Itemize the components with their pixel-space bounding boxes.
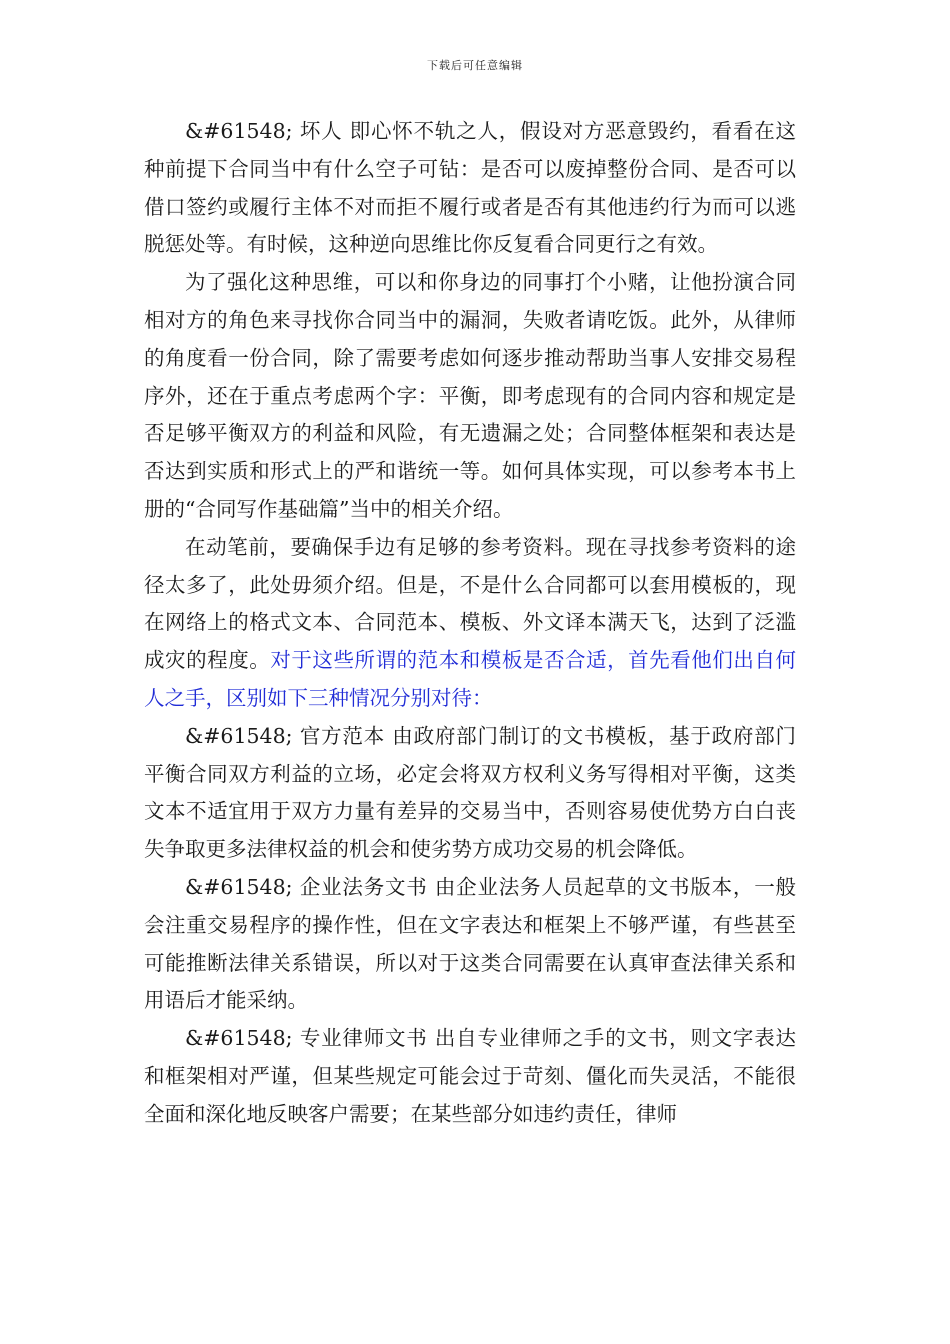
highlighted-text: 对于这些所谓的范本和模板是否合适，首先看他们出自何人之手，区别如下三种情况分别对待： — [144, 648, 797, 710]
paragraph-text: &#61548; 官方范本 由政府部门制订的文书模板，基于政府部门平衡合同双方利益的立场，必定会将双方权利义务写得相对平衡，这类文本不适宜用于双方力量有差异的交易当中，否则容易使优势方白白丧失争取更多法律权益的机会和使劣势方成功交易的机会降低。 — [144, 723, 796, 862]
paragraph-corporate-legal — [144, 869, 796, 1020]
paragraph-text: &#61548; 专业律师文书 出自专业律师之手的文书，则文字表达和框架相对严谨，但某些规定可能会过于苛刻、僵化而失灵活，不能很全面和深化地反映客户需要；在某些部分如违约责任，律师 — [144, 1026, 796, 1126]
paragraph-balance — [144, 264, 796, 529]
paragraph-text: &#61548; 坏人 即心怀不轨之人，假设对方恶意毁约，看看在这种前提下合同当中有什么空子可钻：是否可以废掉整份合同、是否可以借口签约或履行主体不对而拒不履行或者是否有其他违约行为而可以逃脱惩处等。有时候，这种逆向思维比你反复看合同更行之有效。 — [144, 119, 796, 257]
paragraph-lawyer-document — [144, 1020, 796, 1133]
paragraph-text: 在动笔前，要确保手边有足够的参考资料。现在寻找参考资料的途径太多了，此处毋须介绍。但是，不是什么合同都可以套用模板的，现在网络上的格式文本、合同范本、模板、外文译本满天飞，达到了泛滥成灾的程度。 — [144, 534, 796, 673]
paragraph-bad-actor — [144, 113, 796, 264]
paragraph-text: 为了强化这种思维，可以和你身边的同事打个小赌，让他扮演合同相对方的角色来寻找你合同当中的漏洞，失败者请吃饭。此外，从律师的角度看一份合同，除了需要考虑如何逐步推动帮助当事人安排交易程序外，还在于重点考虑两个字：平衡，即考虑现有的合同内容和规定是否足够平衡双方的利益和风险，有无遗漏之处；合同整体框架和表达是否达到实质和形式上的严和谐统一等。如何具体实现，可以参考本书上册的“合同写作基础篇”当中的相关介绍。 — [144, 270, 796, 521]
paragraph-official-template — [144, 718, 796, 869]
page-header: 下载后可任意编辑 — [427, 59, 523, 72]
paragraph-text: &#61548; 企业法务文书 由企业法务人员起草的文书版本，一般会注重交易程序的操作性，但在文字表达和框架上不够严谨，有些甚至可能推断法律关系错误，所以对于这类合同需要在认真审查法律关系和用语后才能采纳。 — [144, 874, 796, 1013]
paragraph-references — [144, 529, 796, 718]
document-body — [144, 113, 796, 1134]
